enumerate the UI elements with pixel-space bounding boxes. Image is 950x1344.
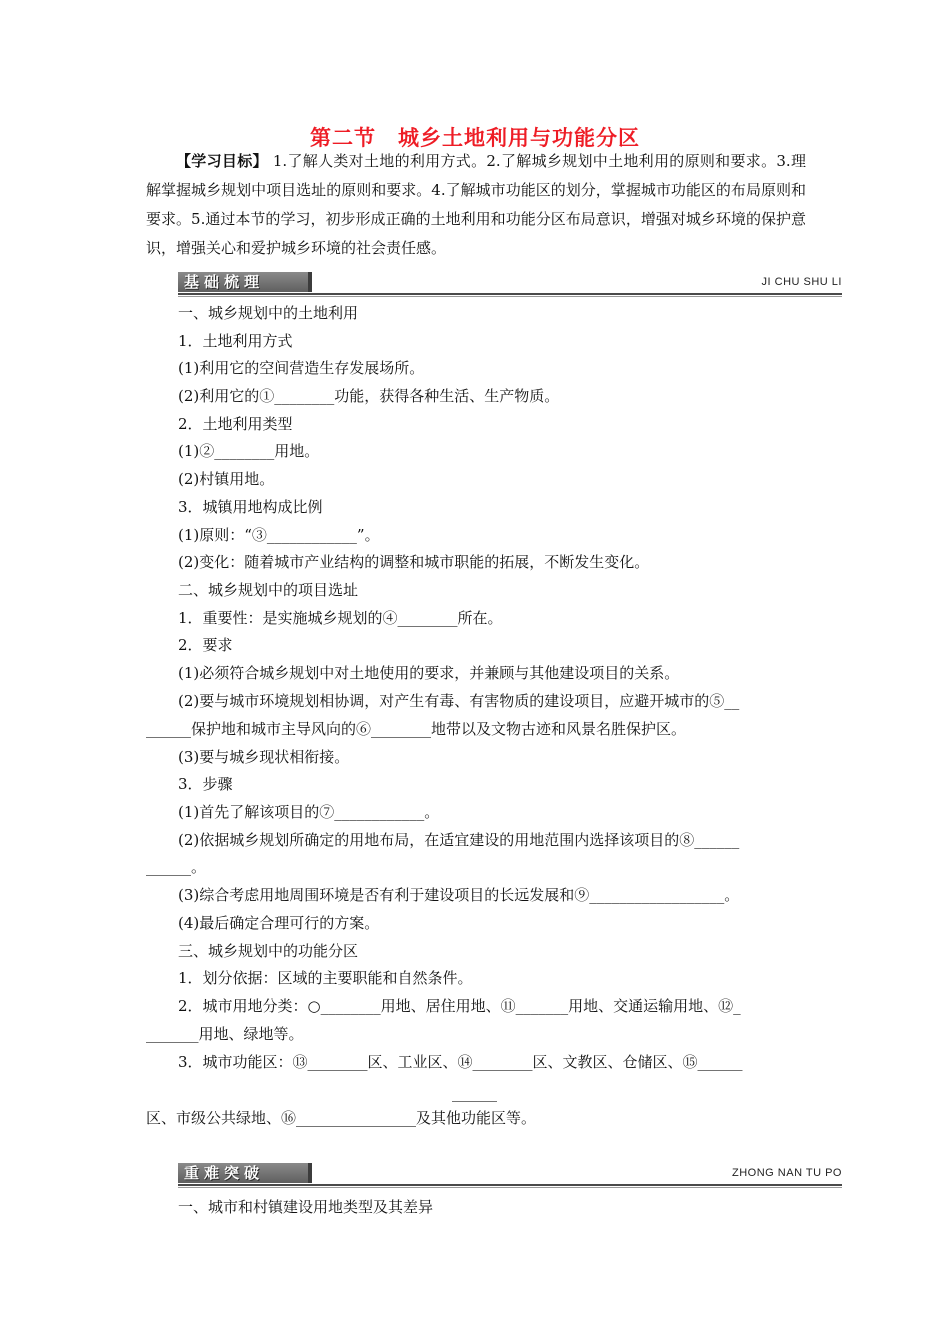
text-line: 3．步骤 [178,775,233,793]
text-line: ______ [452,1084,497,1102]
text-line: (2)依据城乡规划所确定的用地布局，在适宜建设的用地范围内选择该项目的⑧______ [178,831,740,849]
text-line: (1)②________用地。 [178,442,320,460]
text-line: (1)首先了解该项目的⑦____________。 [178,803,440,821]
learning-objectives [146,147,806,263]
section-banner-key-points [178,1163,842,1187]
text-line: 一、城市和村镇建设用地类型及其差异 [178,1198,434,1216]
objectives-label: 【学习目标】 [176,152,268,170]
text-line: (2)要与城市环境规划相协调，对产生有毒、有害物质的建设项目，应避开城市的⑤__ [178,692,740,710]
text-line: (2)利用它的①________功能，获得各种生活、生产物质。 [178,387,560,405]
text-line: ______保护地和城市主导风向的⑥________地带以及文物古迹和风景名胜保护区。 [146,720,687,738]
text-line: 1．划分依据：区域的主要职能和自然条件。 [178,969,473,987]
banner-pinyin: ZHONG NAN TU PO [732,1167,842,1179]
banner-rule [178,293,842,295]
banner-label: 重难突破 [184,1164,265,1182]
banner-rule-thin [178,296,842,297]
text-line: _______用地、绿地等。 [146,1025,304,1043]
banner-pinyin: JI CHU SHU LI [761,276,842,288]
text-line: 2．土地利用类型 [178,415,293,433]
text-line: 三、城乡规划中的功能分区 [178,942,359,960]
text-line: (2)村镇用地。 [178,470,275,488]
banner-rule [178,1184,842,1186]
text-line: 3．城市功能区：⑬________区、工业区、⑭________区、文教区、仓储区、⑮______ [178,1053,743,1071]
section-banner-basics [178,272,842,296]
text-line: (2)变化：随着城市产业结构的调整和城市职能的拓展，不断发生变化。 [178,553,650,571]
banner-tag [178,1163,312,1183]
banner-rule-thin [178,1187,842,1188]
text-line: 1．重要性：是实施城乡规划的④________所在。 [178,609,503,627]
text-line: (1)利用它的空间营造生存发展场所。 [178,359,425,377]
text-line: 2．要求 [178,636,233,654]
text-line: 2．城市用地分类：○________用地、居住用地、⑪_______用地、交通运输用地、⑫_ [178,997,741,1015]
text-line: (3)综合考虑用地周围环境是否有利于建设项目的长远发展和⑨__________________。 [178,886,740,904]
text-line: 区、市级公共绿地、⑯________________及其他功能区等。 [146,1109,537,1127]
text-line: 二、城乡规划中的项目选址 [178,581,359,599]
banner-label: 基础梳理 [184,273,265,291]
text-line: 3．城镇用地构成比例 [178,498,323,516]
objectives-text: 1.了解人类对土地的利用方式。2.了解城乡规划中土地利用的原则和要求。3.理解掌握城乡规划中项目选址的原则和要求。4.了解城市功能区的划分，掌握城市功能区的布局原则和要求。5.通过本节的学习，初步形成正确的土地利用和功能分区布局意识，增强对城乡环境的保护意识，增强关心和爱护城乡环境的社会责任感。 [146,152,806,257]
text-line: (1)必须符合城乡规划中对土地使用的要求，并兼顾与其他建设项目的关系。 [178,664,680,682]
text-line: ______。 [146,858,207,876]
text-line: 一、城乡规划中的土地利用 [178,304,359,322]
text-line: (1)原则：“③____________”。 [178,526,380,544]
banner-tag [178,272,312,292]
page-title: 第二节 城乡土地利用与功能分区 [310,126,640,150]
text-line: (4)最后确定合理可行的方案。 [178,914,380,932]
text-line: (3)要与城乡现状相衔接。 [178,748,350,766]
text-line: 1．土地利用方式 [178,332,293,350]
